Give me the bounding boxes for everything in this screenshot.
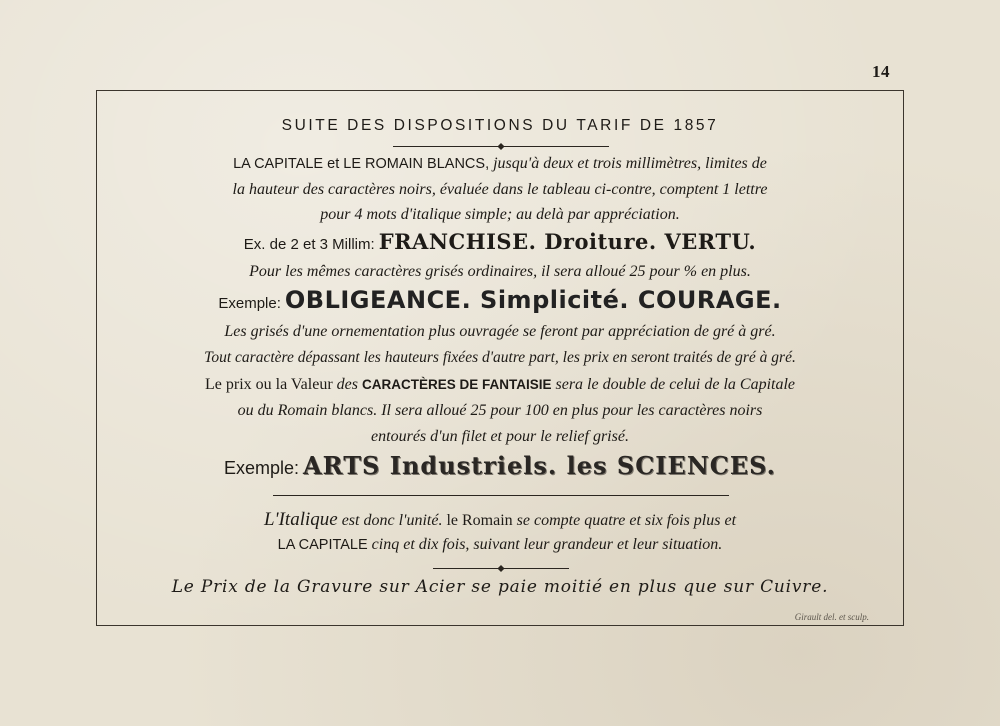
para1-line2: la hauteur des caractères noirs, évaluée dans le tableau ci-contre, comptent 1 lettre: [232, 181, 768, 198]
example3-line: [97, 451, 903, 480]
page-number: 14: [872, 62, 890, 81]
lower-rule: [433, 568, 569, 569]
fantaisie-lead: Le prix ou la Valeur: [204, 376, 333, 393]
italique-line1: [97, 509, 903, 531]
example2-lead: Exemple:: [218, 295, 281, 312]
hauteurs-line: Tout caractère dépassant les hauteurs fixées d'autre part, les prix en seront traités de gré à gré.: [204, 349, 796, 366]
example1-lead: Ex. de 2 et 3 Millim:: [243, 236, 375, 253]
engraver-credit: Girault del. et sculp.: [794, 612, 869, 622]
capitale-romain-label: LA CAPITALE et LE ROMAIN BLANCS,: [233, 156, 490, 172]
middle-rule: [273, 495, 729, 496]
rule-ornament-icon: [497, 143, 504, 150]
example2-line: [97, 286, 903, 314]
example1-sample: FRANCHISE. Droiture. VERTU.: [378, 229, 757, 254]
rule-ornament-icon: [497, 565, 504, 572]
grises-line: Pour les mêmes caractères grisés ordinaires, il sera alloué 25 pour % en plus.: [249, 263, 751, 280]
example3-lead: Exemple:: [224, 458, 300, 478]
fantaisie-line1: [97, 376, 903, 394]
para1-line3: pour 4 mots d'italique simple; au delà par appréciation.: [320, 206, 680, 223]
gravure-line: Le Prix de la Gravure sur Acier se paie moitié en plus que sur Cuivre.: [171, 577, 829, 597]
romain-word: le Romain: [446, 512, 513, 529]
example3-sample: ARTS Industriels. les SCIENCES.: [303, 451, 776, 480]
example2-sample: OBLIGEANCE. Simplicité. COURAGE.: [284, 286, 782, 314]
fantaisie-des: des: [336, 376, 358, 393]
italique-word: L'Italique: [263, 509, 338, 530]
example1-line: [97, 229, 903, 254]
plate-title: SUITE DES DISPOSITIONS DU TARIF DE 1857: [281, 117, 719, 134]
capitale-word: LA CAPITALE: [277, 537, 368, 553]
fantaisie-line3: entourés d'un filet et pour le relief grisé.: [371, 428, 629, 445]
italique-unite: est donc l'unité.: [341, 512, 443, 529]
title-rule: [393, 146, 609, 147]
engraved-plate: [96, 90, 904, 626]
italique-compte: se compte quatre et six fois plus et: [516, 512, 737, 529]
para1-line1: [97, 155, 903, 173]
fantaisie-tail: sera le double de celui de la Capitale: [555, 376, 795, 393]
fantaisie-caps: CARACTÈRES DE FANTAISIE: [361, 377, 552, 392]
italique-grandeur: cinq et dix fois, suivant leur grandeur et leur situation.: [371, 536, 723, 553]
ornementation-line: Les grisés d'une ornementation plus ouvragée se feront par appréciation de gré à gré.: [224, 323, 776, 340]
fantaisie-line2: ou du Romain blancs. Il sera alloué 25 pour 100 en plus pour les caractères noirs: [237, 402, 763, 419]
italique-line2: [97, 536, 903, 554]
para1-line1-italic: jusqu'à deux et trois millimètres, limites de: [493, 155, 767, 172]
